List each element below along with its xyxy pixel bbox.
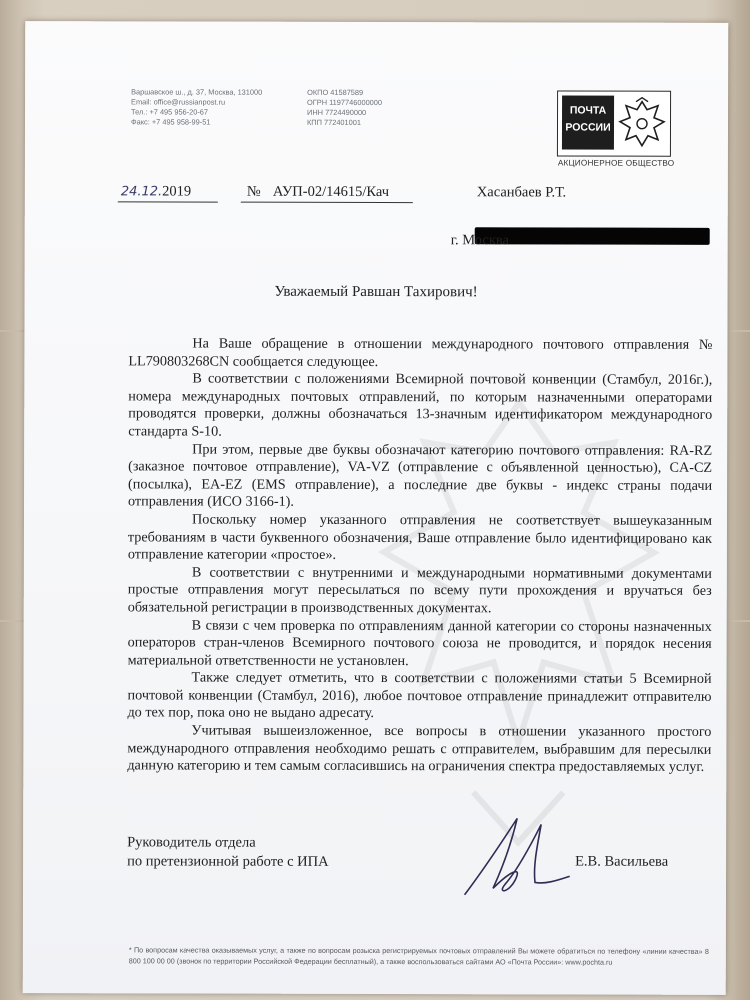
paragraph: Также следует отметить, что в соответствии с положениями статьи 5 Всемирной почтовой конвенции (Стамбул, 2016), любое почтовое отправление принадлежит отправителю до тех пор, пока оно не выдано адресату. bbox=[127, 669, 712, 722]
handwritten-date: 24.12. bbox=[120, 184, 163, 200]
position-line: по претензионной работе с ИПА bbox=[127, 853, 329, 870]
footnote: * По вопросам качества оказываемых услуг, а также по вопросам розыска регистрируемых почтовых отправлений Вы можете обратиться по телефону «линии качества» 8 800 100 00 00 (звонок по территории Российской Федерации бесплатный), а также воспользоваться сайтами АО «Почта России»: www.pochta.ru bbox=[128, 945, 709, 967]
number-underline bbox=[241, 202, 413, 203]
inn-line: ИНН 7724490000 bbox=[307, 107, 367, 117]
recipient-city: г. Москва bbox=[450, 232, 510, 249]
kpp-line: КПП 772401001 bbox=[306, 117, 362, 127]
fax-line: Факс: +7 495 958-99-51 bbox=[130, 117, 211, 127]
phone-line: Тел.: +7 495 956-20-67 bbox=[131, 107, 209, 117]
signatory-name: Е.В. Васильева bbox=[575, 853, 669, 870]
sender-address bbox=[131, 87, 262, 127]
salutation: Уважаемый Равшан Тахирович! bbox=[274, 283, 478, 301]
paragraph: На Ваше обращение в отношении международного почтового отправления № LL790803268CN сообщается следующее. bbox=[128, 335, 713, 370]
sender-registration-codes bbox=[307, 88, 382, 128]
company-type: АКЦИОНЕРНОЕ ОБЩЕСТВО bbox=[557, 158, 675, 168]
paragraph: В соответствии с положениями Всемирной почтовой конвенции (Стамбул, 2016г.), номера международных почтовых отправлений, по которым назначенными операторами проводятся проверки, должны обозначаться 13-значным идентификатором международного стандарта S-10. bbox=[128, 370, 713, 440]
paragraph: При этом, первые две буквы обозначают категорию почтового отправления: RA-RZ (заказное почтовое отправление), VA-VZ (отправление с объявленной ценностью), CA-CZ (посылка), EA-EZ (EMS отправление), а последние две буквы - индекс страны подачи отправления (ИСО 3166-1). bbox=[127, 441, 713, 511]
logo-line: РОССИИ bbox=[565, 121, 611, 134]
paragraph: Учитывая вышеизложенное, все вопросы в отношении указанного простого международного отправления необходимо решать с отправителем, выбравшим для пересылки данную категорию и тем самым согласившись на ограничения спектра предоставляемых услуг. bbox=[127, 722, 712, 776]
registration-number-label: № bbox=[246, 183, 261, 200]
redacted-address bbox=[475, 227, 710, 245]
address-line: Варшавское ш., д. 37, Москва, 131000 bbox=[131, 87, 263, 97]
date-underline bbox=[118, 201, 218, 202]
paragraph: В связи с чем проверка по отправлениям данной категории со стороны назначенных операторов стран-членов Всемирного почтового союза не проводится, и порядок несения материальной ответственности не установлен. bbox=[127, 617, 712, 669]
registration-number: АУП-02/14615/Кач bbox=[272, 183, 390, 201]
letter-body bbox=[127, 335, 712, 776]
paragraph: В соответствии с внутренними и международными нормативными документами простые отправления могут пересылаться по всему пути прохождения и вручаться без обязательной регистрации в производственных документах. bbox=[127, 564, 712, 617]
registration-line bbox=[121, 183, 191, 200]
ogrn-line: ОГРН 1197746000000 bbox=[307, 97, 383, 108]
handwritten-signature bbox=[453, 810, 573, 900]
position-line: Руководитель отдела bbox=[127, 834, 256, 851]
paragraph: Поскольку номер указанного отправления не соответствует вышеуказанным требованиям в части буквенного обозначения, Ваше отправление было идентифицировано как отправление категории «простое». bbox=[127, 511, 712, 564]
okpo-line: ОКПО 41587589 bbox=[307, 87, 364, 97]
logo-wordmark bbox=[562, 95, 614, 149]
signatory-position bbox=[127, 833, 329, 872]
registration-year: 2019 bbox=[162, 183, 192, 200]
eagle-icon bbox=[618, 96, 666, 150]
russian-post-logo bbox=[557, 90, 671, 156]
recipient-name: Хасанбаев Р.Т. bbox=[476, 184, 567, 201]
logo-line: ПОЧТА bbox=[569, 104, 607, 117]
letter-sheet bbox=[23, 21, 729, 995]
email-line: Email: office@russianpost.ru bbox=[131, 97, 226, 107]
